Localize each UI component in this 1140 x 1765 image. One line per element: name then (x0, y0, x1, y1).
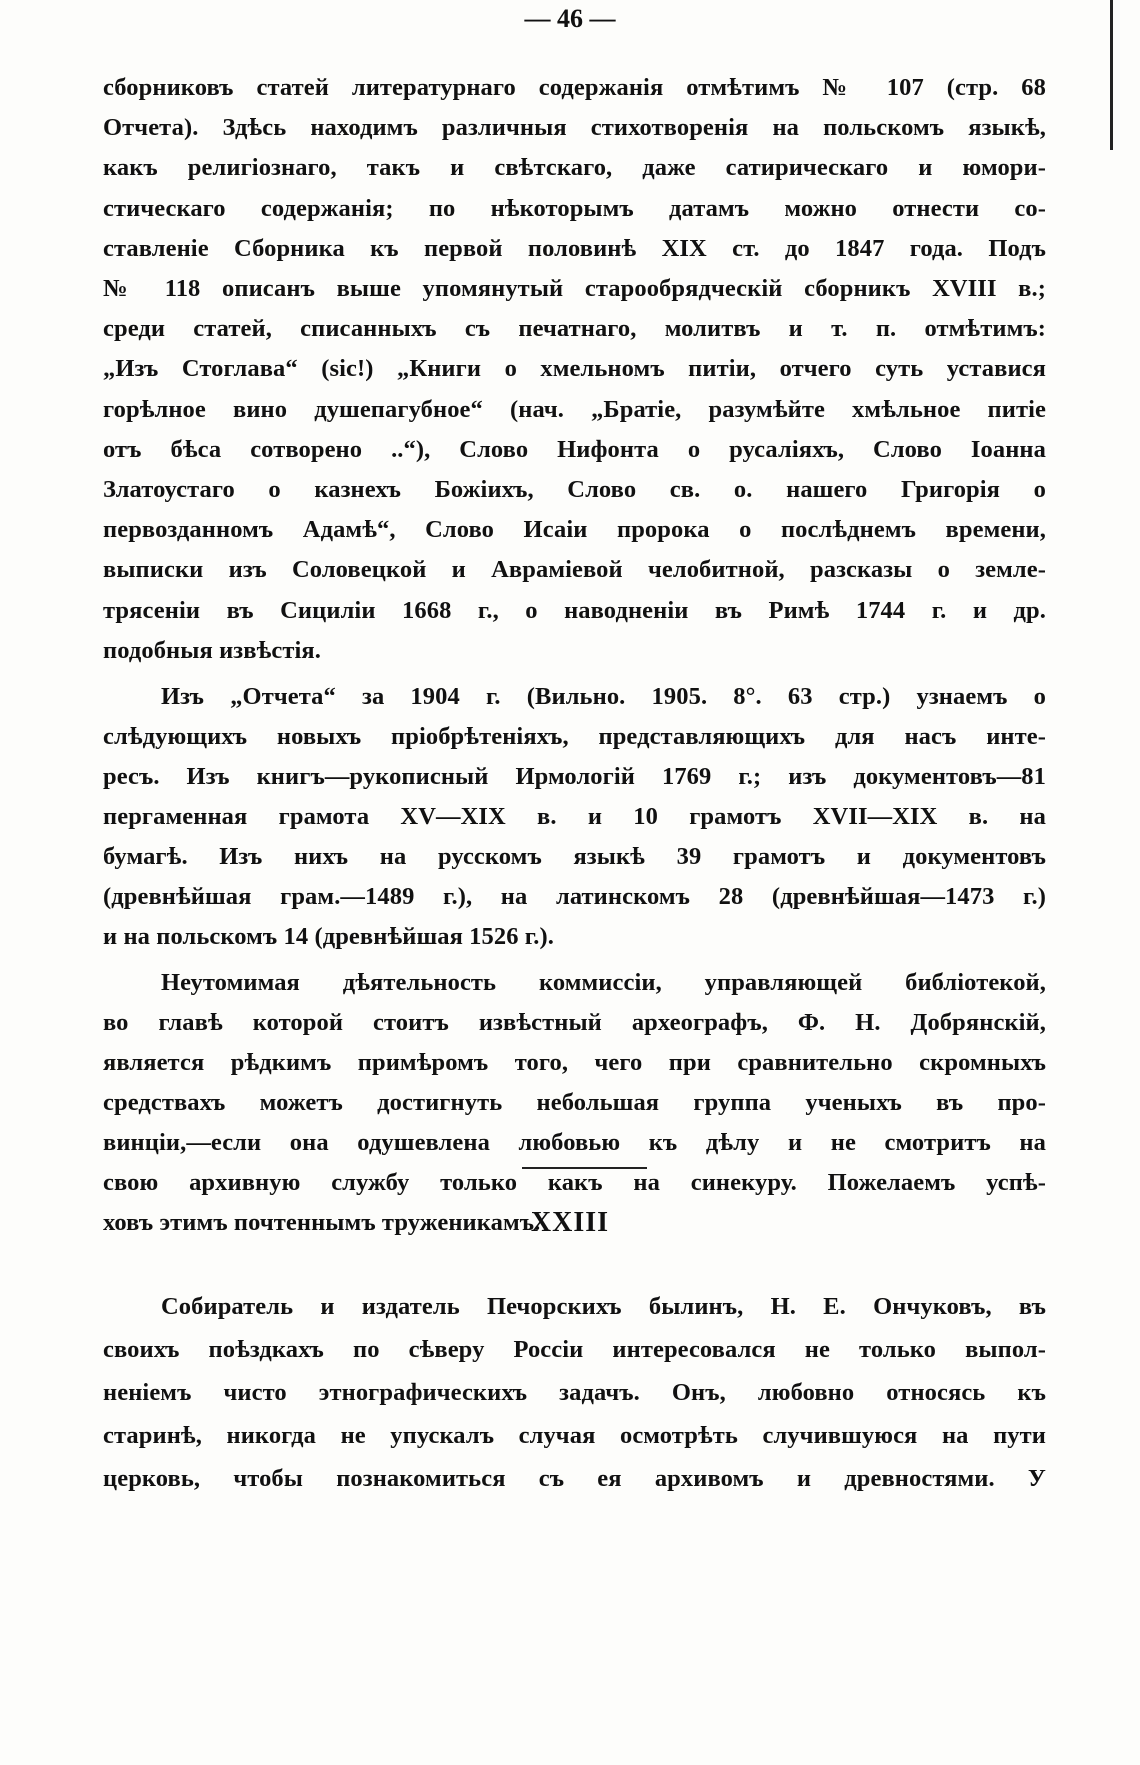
text-line: своихъ поѣздкахъ по сѣверу Россіи интересовался не только выпол- (103, 1336, 1046, 1363)
text-line: является рѣдкимъ примѣромъ того, чего при сравнительно скромныхъ (103, 1049, 1046, 1077)
text-line: свою архивную службу только какъ на синекуру. Пожелаемъ успѣ- (103, 1169, 1046, 1197)
page-number: — 46 — (524, 4, 616, 33)
text-line: среди статей, списанныхъ съ печатнаго, молитвъ и т. п. отмѣтимъ: (103, 315, 1046, 343)
text-line: Златоустаго о казнехъ Божіихъ, Слово св. о. нашего Григорія о (103, 476, 1046, 504)
text-line: Отчета). Здѣсь находимъ различныя стихотворенія на польскомъ языкѣ, (103, 114, 1046, 142)
text-line: первозданномъ Адамѣ“, Слово Исаіи пророка о послѣднемъ времени, (103, 516, 1046, 544)
paragraph-3 (103, 963, 1046, 1243)
paragraph-2 (103, 677, 1046, 957)
body-text (103, 68, 1046, 1243)
text-line: слѣдующихъ новыхъ пріобрѣтеніяхъ, представляющихъ для насъ инте- (103, 723, 1046, 751)
text-line: отъ бѣса сотворено ..“), Слово Нифонта о русаліяхъ, Слово Іоанна (103, 435, 1046, 463)
section-paragraph (103, 1285, 1046, 1500)
text-line: ресъ. Изъ книгъ—рукописный Ирмологій 1769 г.; изъ документовъ—81 (103, 763, 1046, 791)
text-line: Собиратель и издатель Печорскихъ былинъ, Н. Е. Ончуковъ, въ (161, 1293, 1046, 1320)
section-heading: XXIII (530, 1207, 610, 1238)
text-line: подобныя извѣстія. (103, 636, 321, 664)
text-line: сборниковъ статей литературнаго содержанія отмѣтимъ № 107 (стр. 68 (103, 74, 1046, 101)
text-line: стическаго содержанія; по нѣкоторымъ датамъ можно отнести со- (103, 194, 1046, 222)
text-line: пергаменная грамота XV—XIX в. и 10 грамотъ XVII—XIX в. на (103, 803, 1046, 831)
text-line: средствахъ можетъ достигнуть небольшая группа ученыхъ въ про- (103, 1089, 1046, 1117)
text-line: ставленіе Сборника къ первой половинѣ XIX ст. до 1847 года. Подъ (103, 234, 1046, 262)
text-line: старинѣ, никогда не упускалъ случая осмотрѣть случившуюся на пути (103, 1422, 1046, 1449)
text-line: № 118 описанъ выше упомянутый старообрядческій сборникъ XVIII в.; (103, 275, 1046, 303)
text-line: трясеніи въ Сициліи 1668 г., о наводненіи въ Римѣ 1744 г. и др. (103, 596, 1046, 624)
text-line: выписки изъ Соловецкой и Авраміевой челобитной, разсказы о земле- (103, 556, 1046, 584)
text-line: винціи,—если она одушевлена любовью къ дѣлу и не смотритъ на (103, 1129, 1046, 1157)
text-line: (древнѣйшая грам.—1489 г.), на латинскомъ 28 (древнѣйшая—1473 г.) (103, 883, 1046, 911)
text-line: „Изъ Стоглава“ (sic!) „Книги о хмельномъ питіи, отчего суть уставися (103, 355, 1046, 383)
text-line: церковь, чтобы познакомиться съ ея архивомъ и древностями. У (103, 1465, 1046, 1492)
text-line: ховъ этимъ почтеннымъ труженикамъ. (103, 1209, 541, 1237)
text-line: неніемъ чисто этнографическихъ задачъ. Онъ, любовно относясь къ (103, 1379, 1046, 1406)
text-line: горѣлное вино душепагубное“ (нач. „Братіе, разумѣйте хмѣльное питіе (103, 395, 1046, 423)
text-line: во главѣ которой стоитъ извѣстный археографъ, Ф. Н. Добрянскій, (103, 1009, 1046, 1037)
section-divider (522, 1167, 647, 1169)
paragraph-1 (103, 68, 1046, 671)
text-line: бумагѣ. Изъ нихъ на русскомъ языкѣ 39 грамотъ и документовъ (103, 843, 1046, 871)
text-line: и на польскомъ 14 (древнѣйшая 1526 г.). (103, 923, 554, 951)
text-line: Изъ „Отчета“ за 1904 г. (Вильно. 1905. 8°. 63 стр.) узнаемъ о (161, 683, 1046, 711)
text-line: какъ религіознаго, такъ и свѣтскаго, даже сатирическаго и юмори- (103, 154, 1046, 182)
text-line: Неутомимая дѣятельность коммиссіи, управляющей библіотекой, (161, 969, 1046, 997)
